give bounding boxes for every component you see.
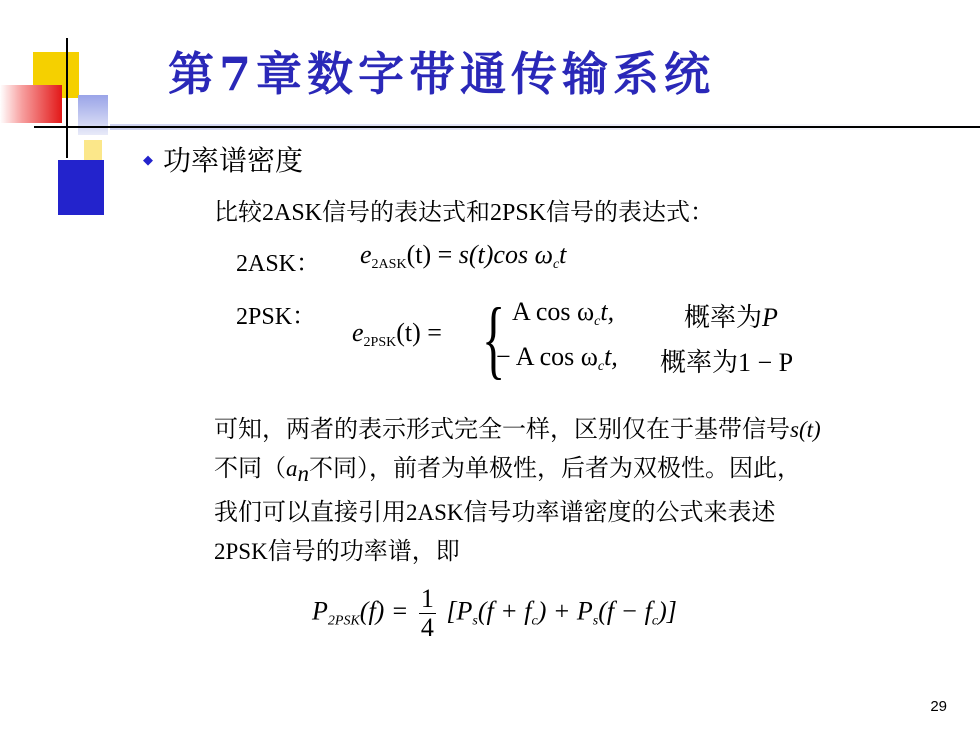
decor-light-yellow-block bbox=[84, 140, 102, 162]
decor-blue-square bbox=[58, 160, 104, 215]
eq-text: [P bbox=[446, 596, 473, 626]
eq-2psk-case2 bbox=[496, 342, 618, 375]
eq-2ask bbox=[360, 240, 566, 273]
para-text: 信号的功率谱，即 bbox=[267, 537, 460, 565]
eq-text: t, bbox=[604, 342, 618, 371]
slide-title: 第7章数字带通传输系统 bbox=[168, 47, 716, 101]
eq-text: (t) = bbox=[406, 240, 459, 269]
eq-text: (f − f bbox=[598, 596, 652, 626]
decor-light-blue-block bbox=[78, 95, 108, 135]
eq-sub: s bbox=[472, 613, 478, 629]
eq-text: 概率为 bbox=[660, 348, 739, 377]
page-number: 29 bbox=[930, 698, 947, 715]
title-underline bbox=[34, 126, 980, 128]
eq-text: (f + f bbox=[477, 596, 532, 626]
diamond-bullet-icon: ◆ bbox=[143, 153, 153, 168]
eq-text: ) + P bbox=[537, 596, 593, 626]
frac-numerator: 1 bbox=[420, 584, 434, 613]
para-line bbox=[214, 410, 974, 449]
eq-2psk-label: 2PSK： bbox=[236, 304, 317, 330]
eq-sub: c bbox=[597, 359, 605, 374]
eq-text: t bbox=[559, 240, 567, 269]
frac-denominator: 4 bbox=[420, 613, 434, 642]
intro-text: 信号的表达式和 bbox=[322, 198, 491, 226]
decor-vertical-line bbox=[66, 38, 68, 158]
eq-text: (t) = bbox=[396, 318, 442, 347]
para-var: a bbox=[286, 456, 298, 481]
eq-text: − A cos ω bbox=[496, 342, 598, 371]
eq-text: t, bbox=[600, 297, 615, 326]
eq-sub: s bbox=[592, 613, 599, 629]
eq-2psk-case1-cond bbox=[684, 297, 778, 334]
eq-sub: c bbox=[651, 613, 659, 629]
section-heading: 功率谱密度 bbox=[163, 144, 304, 177]
eq-var: 1 − P bbox=[738, 348, 794, 377]
intro-text: 信号的表达式： bbox=[546, 198, 715, 226]
eq-sub: 2ASK bbox=[371, 257, 407, 272]
intro-text: 比较 bbox=[214, 198, 262, 226]
eq-text: A cos ω bbox=[512, 297, 595, 326]
intro-line bbox=[214, 192, 714, 227]
para-var: s(t) bbox=[790, 417, 821, 442]
para-text: 可知，两者的表示形式完全一样，区别仅在于基带信号 bbox=[214, 415, 790, 443]
para-text: 不同），前者为单极性，后者为双极性。因此， bbox=[309, 454, 801, 482]
eq-var: P bbox=[312, 596, 328, 626]
eq-sub: 2PSK bbox=[327, 613, 360, 629]
para-sub: n bbox=[297, 461, 309, 486]
para-line bbox=[214, 449, 974, 493]
cases-brace: { bbox=[482, 291, 506, 388]
eq-sub: c bbox=[531, 613, 538, 629]
para-term: 2ASK bbox=[406, 500, 464, 525]
eq-text: )] bbox=[658, 596, 677, 626]
eq-2psk-lhs bbox=[352, 318, 442, 351]
intro-term-2psk: 2PSK bbox=[490, 200, 547, 226]
eq-2psk-case1 bbox=[512, 297, 614, 330]
para-line bbox=[214, 532, 974, 571]
eq-2ask-label: 2ASK： bbox=[236, 251, 321, 277]
eq-sub: c bbox=[594, 314, 601, 329]
intro-term-2ask: 2ASK bbox=[262, 200, 323, 226]
eq-sub: c bbox=[552, 257, 560, 272]
para-line bbox=[214, 493, 974, 532]
eq-text: s(t)cos ω bbox=[458, 240, 553, 269]
para-text: 信号功率谱密度的公式来表述 bbox=[463, 498, 776, 526]
eq-2psk-case2-cond bbox=[660, 342, 793, 379]
explanation-paragraph bbox=[214, 410, 974, 571]
para-text: 不同（ bbox=[214, 454, 286, 482]
eq-sub: 2PSK bbox=[363, 335, 397, 350]
eq-text: 概率为 bbox=[684, 303, 763, 332]
eq-var: e bbox=[352, 318, 364, 347]
eq-var: e bbox=[360, 240, 372, 269]
eq-psd bbox=[312, 585, 677, 642]
para-term: 2PSK bbox=[214, 539, 268, 564]
eq-var: P bbox=[762, 303, 778, 332]
decor-red-bar bbox=[0, 85, 62, 123]
para-text: 我们可以直接引用 bbox=[214, 498, 406, 526]
fraction bbox=[419, 585, 436, 642]
eq-text: (f) = bbox=[359, 596, 409, 626]
